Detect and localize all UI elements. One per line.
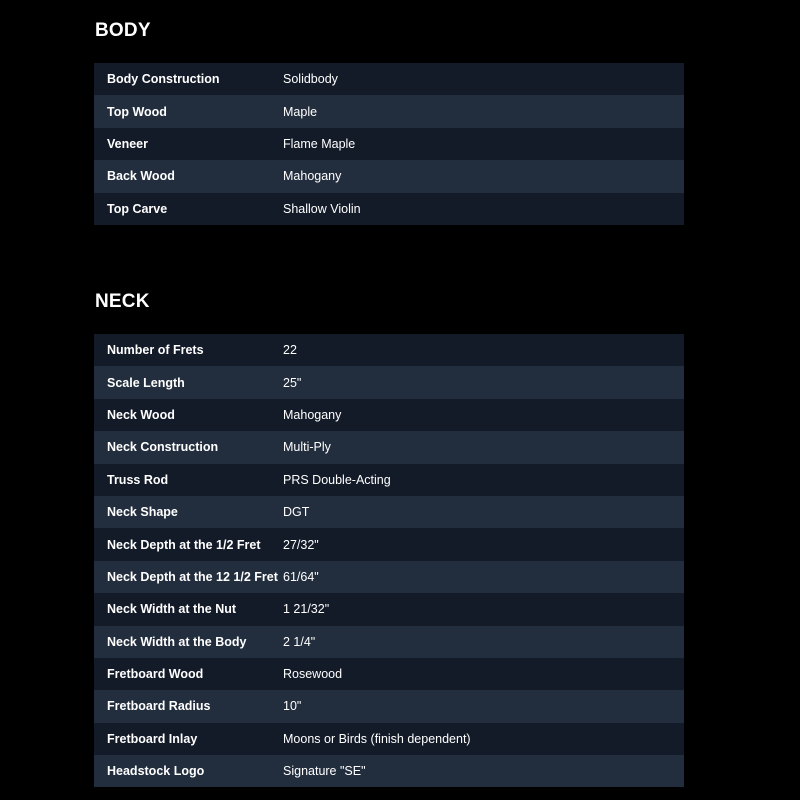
table-row (94, 528, 684, 560)
table-row (94, 95, 684, 127)
spec-value: Solidbody (283, 72, 338, 87)
table-row (94, 658, 684, 690)
table-row (94, 63, 684, 95)
spec-label: Back Wood (107, 169, 175, 184)
table-row (94, 431, 684, 463)
spec-value: 2 1/4" (283, 634, 316, 649)
spec-value: 61/64" (283, 569, 319, 584)
table-row (94, 334, 684, 366)
spec-label: Fretboard Inlay (107, 731, 198, 746)
body-section-title: BODY (95, 20, 151, 41)
table-row (94, 561, 684, 593)
spec-value: Maple (283, 104, 318, 119)
table-row (94, 723, 684, 755)
spec-value: 10" (283, 699, 302, 714)
table-row (94, 464, 684, 496)
spec-label: Neck Width at the Body (107, 634, 247, 649)
spec-label: Headstock Logo (107, 764, 205, 779)
neck-section-title: NECK (95, 291, 150, 312)
spec-label: Fretboard Wood (107, 667, 204, 682)
spec-label: Top Carve (107, 201, 168, 216)
spec-value: Flame Maple (283, 136, 356, 151)
spec-label: Neck Construction (107, 440, 219, 455)
spec-value: 1 21/32" (283, 602, 330, 617)
spec-label: Scale Length (107, 375, 185, 390)
spec-label: Neck Shape (107, 505, 178, 520)
spec-value: 25" (283, 375, 302, 390)
spec-value: PRS Double-Acting (283, 472, 391, 487)
spec-label: Top Wood (107, 104, 167, 119)
spec-label: Neck Width at the Nut (107, 602, 237, 617)
table-row (94, 193, 684, 225)
spec-value: Mahogany (283, 169, 342, 184)
spec-value: 22 (283, 343, 297, 358)
neck-spec-table (94, 334, 684, 787)
table-row (94, 626, 684, 658)
table-row (94, 399, 684, 431)
table-row (94, 496, 684, 528)
spec-value: Moons or Birds (finish dependent) (283, 731, 471, 746)
spec-value: Rosewood (283, 667, 343, 682)
spec-value: Shallow Violin (283, 201, 361, 216)
table-row (94, 690, 684, 722)
spec-label: Neck Depth at the 1/2 Fret (107, 537, 261, 552)
table-row (94, 593, 684, 625)
table-row (94, 160, 684, 192)
table-row (94, 755, 684, 787)
spec-label: Fretboard Radius (107, 699, 211, 714)
spec-label: Veneer (107, 136, 149, 151)
spec-value: 27/32" (283, 537, 319, 552)
spec-label: Number of Frets (107, 343, 204, 358)
table-row (94, 366, 684, 398)
body-spec-table (94, 63, 684, 225)
spec-label: Body Construction (107, 72, 220, 87)
spec-label: Neck Wood (107, 407, 175, 422)
spec-label: Truss Rod (107, 472, 169, 487)
spec-value: Signature "SE" (283, 764, 366, 779)
spec-value: Mahogany (283, 407, 342, 422)
spec-label: Neck Depth at the 12 1/2 Fret (107, 569, 278, 584)
table-row (94, 128, 684, 160)
spec-value: Multi-Ply (283, 440, 331, 455)
spec-value: DGT (283, 505, 310, 520)
